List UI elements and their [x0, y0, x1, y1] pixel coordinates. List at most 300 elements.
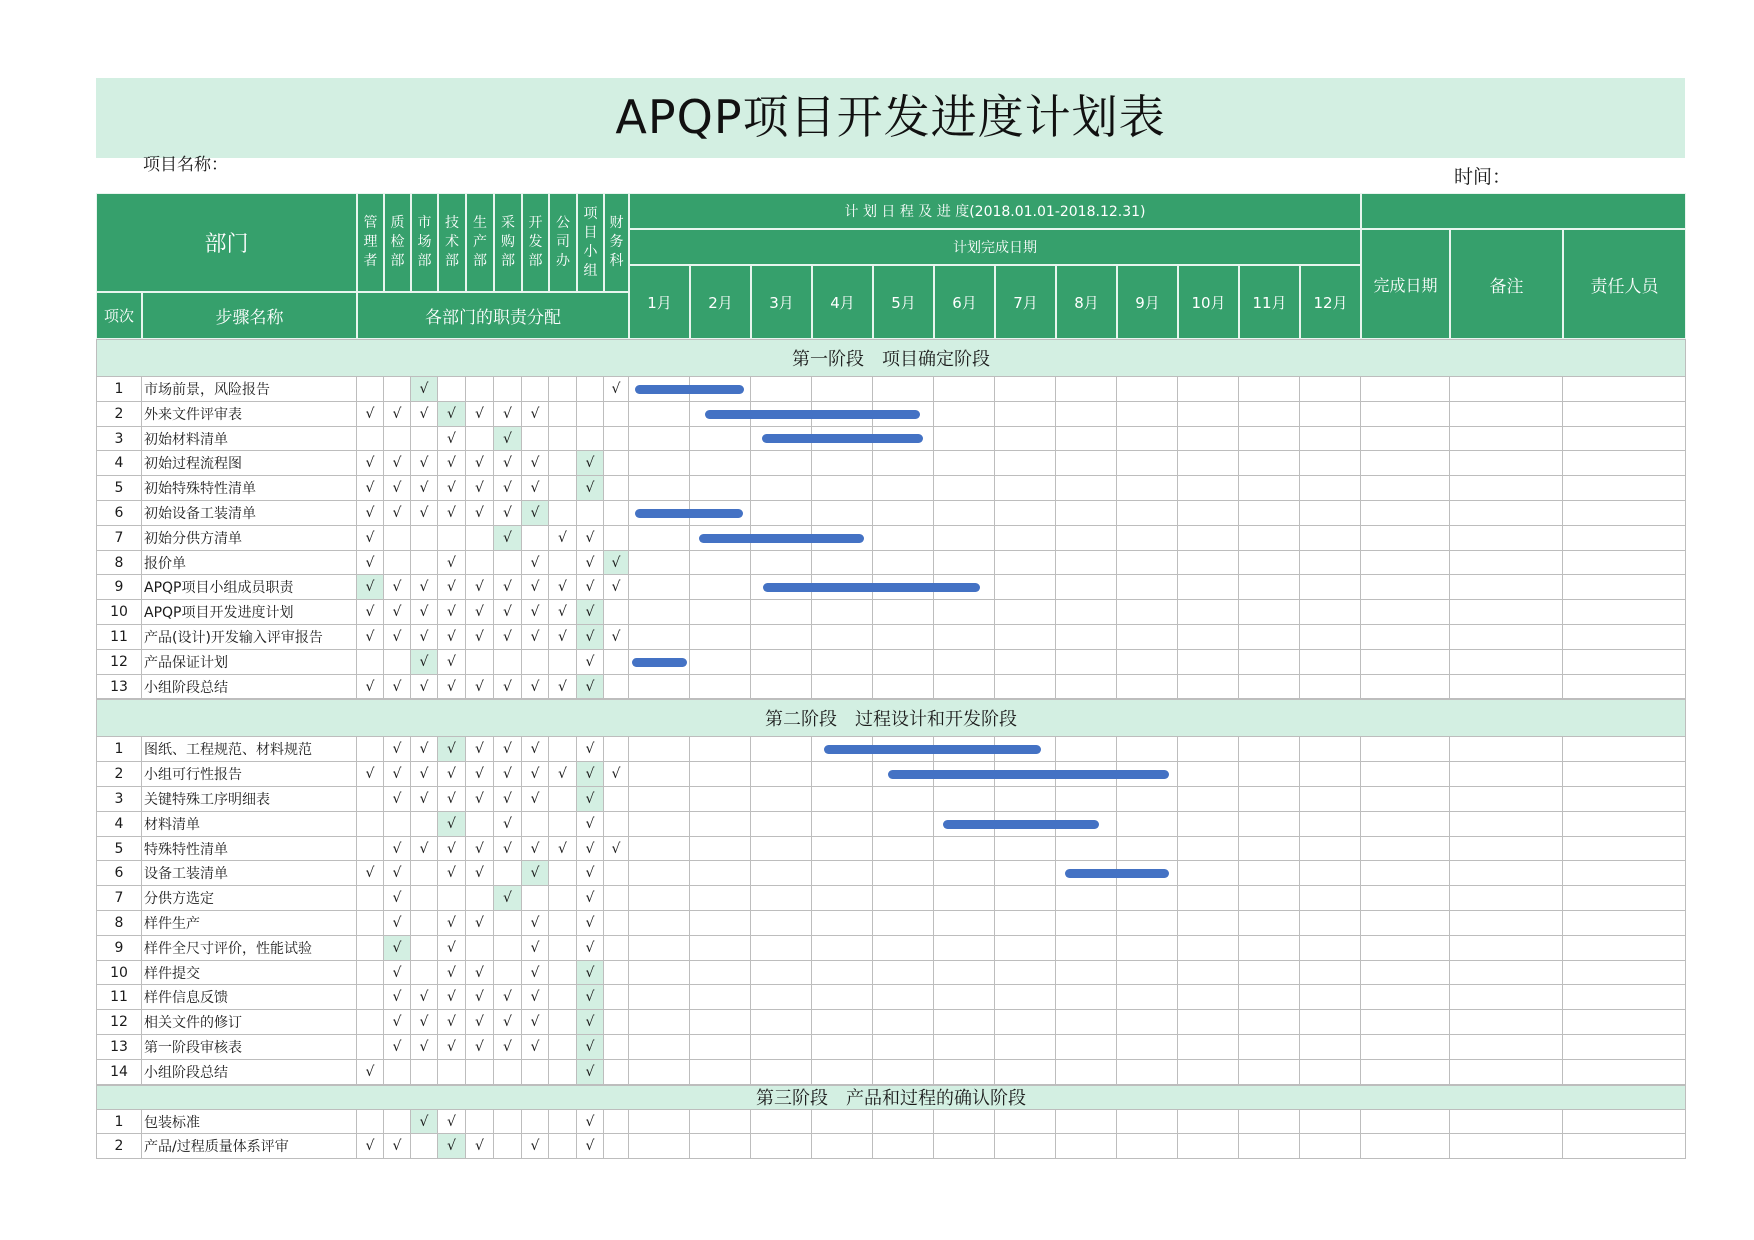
schedule-cell: [1117, 600, 1178, 625]
check-mark: √: [494, 451, 522, 476]
empty-cell: [604, 526, 629, 551]
schedule-cell: [1300, 427, 1361, 451]
check-mark: √: [466, 451, 494, 476]
schedule-cell: [934, 985, 995, 1010]
month-header: 10月: [1178, 265, 1239, 339]
check-mark: √: [411, 402, 438, 427]
check-mark: √: [384, 837, 411, 861]
schedule-cell: [1056, 1010, 1117, 1035]
check-mark: √: [577, 526, 604, 551]
check-mark: √: [438, 650, 466, 675]
month-header: 6月: [934, 265, 995, 339]
schedule-cell: [751, 1060, 812, 1085]
empty-cell: [604, 787, 629, 812]
schedule-cell: [751, 961, 812, 985]
check-mark: √: [411, 787, 438, 812]
schedule-cell: [690, 837, 751, 861]
schedule-cell: [1563, 961, 1686, 985]
schedule-cell: [690, 675, 751, 699]
schedule-cell: [995, 377, 1056, 402]
check-mark: √: [357, 551, 384, 575]
schedule-cell: [690, 1110, 751, 1134]
schedule-cell: [1239, 861, 1300, 886]
check-mark: √: [577, 476, 604, 501]
empty-cell: [494, 911, 522, 936]
row-number: 1: [96, 737, 142, 762]
check-mark: √: [604, 762, 629, 787]
schedule-cell: [1178, 985, 1239, 1010]
schedule-cell: [812, 1134, 873, 1159]
check-mark: √: [577, 936, 604, 961]
schedule-cell: [1117, 427, 1178, 451]
schedule-cell: [1056, 1060, 1117, 1085]
empty-cell: [494, 861, 522, 886]
empty-cell: [384, 650, 411, 675]
schedule-cell: [1117, 936, 1178, 961]
schedule-cell: [1239, 1035, 1300, 1060]
row-number: 2: [96, 1134, 142, 1159]
schedule-cell: [1178, 737, 1239, 762]
schedule-cell: [629, 476, 690, 501]
check-mark: √: [438, 600, 466, 625]
schedule-cell: [751, 1035, 812, 1060]
schedule-cell: [934, 600, 995, 625]
schedule-cell: [1450, 501, 1563, 526]
empty-cell: [357, 812, 384, 837]
schedule-cell: [1361, 1035, 1450, 1060]
step-name: 市场前景，风险报告: [142, 377, 357, 402]
plan-date-header: 计划完成日期: [629, 229, 1361, 265]
schedule-cell: [1450, 1010, 1563, 1035]
schedule-cell: [751, 377, 812, 402]
check-mark: √: [577, 886, 604, 911]
check-mark: √: [466, 476, 494, 501]
schedule-cell: [1239, 985, 1300, 1010]
schedule-cell: [995, 575, 1056, 600]
schedule-cell: [934, 675, 995, 699]
check-mark: √: [384, 476, 411, 501]
check-mark: √: [577, 1060, 604, 1085]
schedule-cell: [1450, 1035, 1563, 1060]
schedule-cell: [1178, 886, 1239, 911]
schedule-cell: [1361, 427, 1450, 451]
empty-cell: [411, 526, 438, 551]
schedule-cell: [1117, 402, 1178, 427]
schedule-cell: [873, 985, 934, 1010]
schedule-cell: [1563, 812, 1686, 837]
schedule-cell: [873, 476, 934, 501]
empty-cell: [604, 427, 629, 451]
schedule-cell: [995, 936, 1056, 961]
schedule-cell: [1239, 837, 1300, 861]
empty-cell: [604, 650, 629, 675]
schedule-cell: [812, 551, 873, 575]
empty-cell: [357, 911, 384, 936]
check-mark: √: [549, 625, 577, 650]
check-mark: √: [384, 886, 411, 911]
empty-cell: [604, 936, 629, 961]
schedule-cell: [1563, 551, 1686, 575]
schedule-header: 计 划 日 程 及 进 度(2018.01.01-2018.12.31): [629, 193, 1361, 229]
schedule-cell: [629, 787, 690, 812]
empty-cell: [549, 737, 577, 762]
schedule-cell: [995, 787, 1056, 812]
schedule-cell: [934, 551, 995, 575]
month-header: 1月: [629, 265, 690, 339]
empty-cell: [494, 1060, 522, 1085]
department-header: 部门: [96, 193, 357, 292]
schedule-cell: [934, 1035, 995, 1060]
schedule-cell: [1450, 1134, 1563, 1159]
empty-cell: [549, 936, 577, 961]
empty-cell: [411, 861, 438, 886]
schedule-cell: [934, 1060, 995, 1085]
check-mark: √: [384, 762, 411, 787]
check-mark: √: [577, 551, 604, 575]
schedule-cell: [1117, 377, 1178, 402]
empty-cell: [604, 451, 629, 476]
row-number: 3: [96, 787, 142, 812]
empty-cell: [522, 1110, 549, 1134]
schedule-cell: [1239, 600, 1300, 625]
schedule-cell: [934, 402, 995, 427]
check-mark: √: [604, 377, 629, 402]
schedule-cell: [690, 1035, 751, 1060]
check-mark: √: [577, 575, 604, 600]
empty-cell: [494, 551, 522, 575]
check-mark: √: [549, 600, 577, 625]
schedule-cell: [873, 650, 934, 675]
schedule-cell: [629, 886, 690, 911]
check-mark: √: [384, 961, 411, 985]
empty-cell: [384, 427, 411, 451]
empty-cell: [522, 377, 549, 402]
schedule-cell: [1450, 737, 1563, 762]
schedule-cell: [1361, 526, 1450, 551]
schedule-cell: [873, 812, 934, 837]
schedule-cell: [1239, 787, 1300, 812]
empty-cell: [522, 526, 549, 551]
row-number: 13: [96, 675, 142, 699]
step-name: 样件全尺寸评价，性能试验: [142, 936, 357, 961]
gantt-bar: [635, 385, 744, 394]
row-number: 11: [96, 985, 142, 1010]
empty-cell: [466, 936, 494, 961]
schedule-cell: [1117, 837, 1178, 861]
check-mark: √: [604, 625, 629, 650]
schedule-cell: [1361, 575, 1450, 600]
schedule-cell: [629, 625, 690, 650]
empty-cell: [411, 886, 438, 911]
schedule-cell: [629, 1060, 690, 1085]
schedule-cell: [1450, 787, 1563, 812]
schedule-cell: [1239, 451, 1300, 476]
check-mark: √: [494, 625, 522, 650]
schedule-cell: [1563, 650, 1686, 675]
empty-cell: [384, 1110, 411, 1134]
empty-cell: [604, 402, 629, 427]
check-mark: √: [384, 625, 411, 650]
row-number: 12: [96, 650, 142, 675]
schedule-cell: [629, 575, 690, 600]
row-number: 5: [96, 476, 142, 501]
gantt-bar: [943, 820, 1099, 829]
schedule-cell: [1239, 501, 1300, 526]
schedule-cell: [1239, 737, 1300, 762]
empty-cell: [411, 936, 438, 961]
schedule-cell: [1361, 936, 1450, 961]
check-mark: √: [438, 476, 466, 501]
schedule-cell: [995, 911, 1056, 936]
check-mark: √: [466, 1035, 494, 1060]
schedule-cell: [1239, 675, 1300, 699]
check-mark: √: [357, 861, 384, 886]
check-mark: √: [438, 985, 466, 1010]
schedule-cell: [1117, 575, 1178, 600]
check-mark: √: [466, 961, 494, 985]
schedule-cell: [1239, 1134, 1300, 1159]
step-name: 小组可行性报告: [142, 762, 357, 787]
month-header: 11月: [1239, 265, 1300, 339]
schedule-cell: [690, 451, 751, 476]
schedule-cell: [1361, 837, 1450, 861]
check-mark: √: [357, 675, 384, 699]
empty-cell: [549, 1134, 577, 1159]
schedule-cell: [934, 451, 995, 476]
schedule-cell: [1300, 501, 1361, 526]
schedule-cell: [934, 650, 995, 675]
schedule-cell: [1450, 762, 1563, 787]
schedule-cell: [873, 600, 934, 625]
check-mark: √: [604, 837, 629, 861]
check-mark: √: [494, 762, 522, 787]
department-col-header: 管 理 者: [357, 193, 384, 292]
schedule-cell: [1178, 476, 1239, 501]
schedule-cell: [1178, 1060, 1239, 1085]
schedule-cell: [690, 886, 751, 911]
row-number: 4: [96, 451, 142, 476]
check-mark: √: [466, 402, 494, 427]
schedule-cell: [1178, 837, 1239, 861]
check-mark: √: [494, 402, 522, 427]
check-mark: √: [577, 812, 604, 837]
check-mark: √: [384, 402, 411, 427]
check-mark: √: [522, 861, 549, 886]
step-name: 产品/过程质量体系评审: [142, 1134, 357, 1159]
check-mark: √: [522, 911, 549, 936]
schedule-cell: [629, 961, 690, 985]
check-mark: √: [384, 911, 411, 936]
schedule-cell: [1450, 675, 1563, 699]
check-mark: √: [577, 650, 604, 675]
check-mark: √: [522, 1010, 549, 1035]
empty-cell: [549, 650, 577, 675]
check-mark: √: [522, 575, 549, 600]
schedule-cell: [1056, 476, 1117, 501]
schedule-cell: [1361, 650, 1450, 675]
schedule-cell: [812, 936, 873, 961]
schedule-cell: [751, 551, 812, 575]
schedule-cell: [690, 936, 751, 961]
check-mark: √: [577, 837, 604, 861]
schedule-cell: [629, 1035, 690, 1060]
empty-cell: [522, 427, 549, 451]
check-mark: √: [577, 787, 604, 812]
empty-cell: [466, 1110, 494, 1134]
page-title: APQP项目开发进度计划表: [615, 90, 1166, 144]
step-name: 包装标准: [142, 1110, 357, 1134]
schedule-cell: [1117, 1060, 1178, 1085]
schedule-cell: [1178, 1134, 1239, 1159]
month-header: 4月: [812, 265, 873, 339]
check-mark: √: [411, 1035, 438, 1060]
empty-cell: [549, 427, 577, 451]
row-number: 14: [96, 1060, 142, 1085]
empty-cell: [549, 1010, 577, 1035]
empty-cell: [466, 650, 494, 675]
check-mark: √: [577, 985, 604, 1010]
schedule-cell: [690, 625, 751, 650]
check-mark: √: [438, 837, 466, 861]
schedule-cell: [1117, 451, 1178, 476]
schedule-cell: [1300, 737, 1361, 762]
row-number: 8: [96, 551, 142, 575]
schedule-cell: [629, 1110, 690, 1134]
check-mark: √: [522, 402, 549, 427]
empty-cell: [438, 886, 466, 911]
schedule-cell: [1563, 936, 1686, 961]
schedule-cell: [1300, 1110, 1361, 1134]
schedule-cell: [812, 961, 873, 985]
empty-cell: [604, 1035, 629, 1060]
schedule-cell: [873, 961, 934, 985]
check-mark: √: [494, 837, 522, 861]
empty-cell: [357, 961, 384, 985]
schedule-cell: [629, 812, 690, 837]
check-mark: √: [411, 1110, 438, 1134]
check-mark: √: [494, 787, 522, 812]
schedule-cell: [1178, 526, 1239, 551]
schedule-cell: [1056, 985, 1117, 1010]
step-name: 样件信息反馈: [142, 985, 357, 1010]
schedule-cell: [1239, 551, 1300, 575]
schedule-cell: [1300, 526, 1361, 551]
check-mark: √: [384, 600, 411, 625]
empty-cell: [411, 961, 438, 985]
schedule-cell: [873, 551, 934, 575]
check-mark: √: [411, 650, 438, 675]
schedule-cell: [873, 886, 934, 911]
empty-cell: [411, 551, 438, 575]
check-mark: √: [384, 1035, 411, 1060]
schedule-cell: [1178, 451, 1239, 476]
check-mark: √: [411, 451, 438, 476]
schedule-cell: [1178, 936, 1239, 961]
empty-cell: [411, 911, 438, 936]
schedule-cell: [1563, 837, 1686, 861]
department-col-header: 开 发 部: [522, 193, 549, 292]
schedule-cell: [1450, 402, 1563, 427]
empty-cell: [438, 377, 466, 402]
schedule-cell: [873, 625, 934, 650]
department-col-header: 公 司 办: [549, 193, 577, 292]
check-mark: √: [549, 575, 577, 600]
schedule-cell: [751, 1134, 812, 1159]
step-name: 关键特殊工序明细表: [142, 787, 357, 812]
empty-cell: [494, 1134, 522, 1159]
check-mark: √: [357, 625, 384, 650]
empty-cell: [466, 526, 494, 551]
schedule-cell: [1361, 886, 1450, 911]
schedule-cell: [751, 762, 812, 787]
empty-cell: [604, 985, 629, 1010]
schedule-cell: [690, 427, 751, 451]
schedule-cell: [1361, 985, 1450, 1010]
schedule-cell: [1056, 427, 1117, 451]
schedule-cell: [1239, 377, 1300, 402]
department-col-header: 质 检 部: [384, 193, 411, 292]
time-label: 时间：: [1454, 166, 1512, 188]
check-mark: √: [549, 675, 577, 699]
check-mark: √: [522, 762, 549, 787]
empty-cell: [384, 551, 411, 575]
schedule-cell: [1300, 402, 1361, 427]
empty-cell: [549, 451, 577, 476]
empty-cell: [604, 501, 629, 526]
schedule-cell: [629, 985, 690, 1010]
schedule-cell: [873, 936, 934, 961]
step-name: 相关文件的修订: [142, 1010, 357, 1035]
schedule-cell: [1117, 551, 1178, 575]
schedule-cell: [1056, 551, 1117, 575]
empty-cell: [522, 1060, 549, 1085]
schedule-cell: [934, 911, 995, 936]
schedule-cell: [1178, 551, 1239, 575]
schedule-cell: [1450, 427, 1563, 451]
check-mark: √: [466, 1134, 494, 1159]
schedule-cell: [995, 625, 1056, 650]
schedule-cell: [1300, 985, 1361, 1010]
schedule-cell: [1300, 762, 1361, 787]
check-mark: √: [494, 985, 522, 1010]
schedule-cell: [1239, 625, 1300, 650]
check-mark: √: [466, 985, 494, 1010]
empty-cell: [357, 886, 384, 911]
check-mark: √: [438, 501, 466, 526]
schedule-cell: [812, 650, 873, 675]
empty-cell: [549, 861, 577, 886]
schedule-cell: [1239, 476, 1300, 501]
schedule-cell: [1178, 762, 1239, 787]
month-header: 12月: [1300, 265, 1361, 339]
check-mark: √: [438, 575, 466, 600]
check-mark: √: [411, 1010, 438, 1035]
empty-cell: [522, 812, 549, 837]
schedule-cell: [751, 837, 812, 861]
schedule-cell: [1056, 1134, 1117, 1159]
schedule-cell: [690, 737, 751, 762]
schedule-cell: [873, 1134, 934, 1159]
step-name: 小组阶段总结: [142, 1060, 357, 1085]
check-mark: √: [411, 501, 438, 526]
month-header: 7月: [995, 265, 1056, 339]
schedule-cell: [1563, 526, 1686, 551]
department-col-header: 市 场 部: [411, 193, 438, 292]
schedule-cell: [812, 377, 873, 402]
empty-cell: [522, 650, 549, 675]
department-col-header: 采 购 部: [494, 193, 522, 292]
check-mark: √: [577, 1010, 604, 1035]
